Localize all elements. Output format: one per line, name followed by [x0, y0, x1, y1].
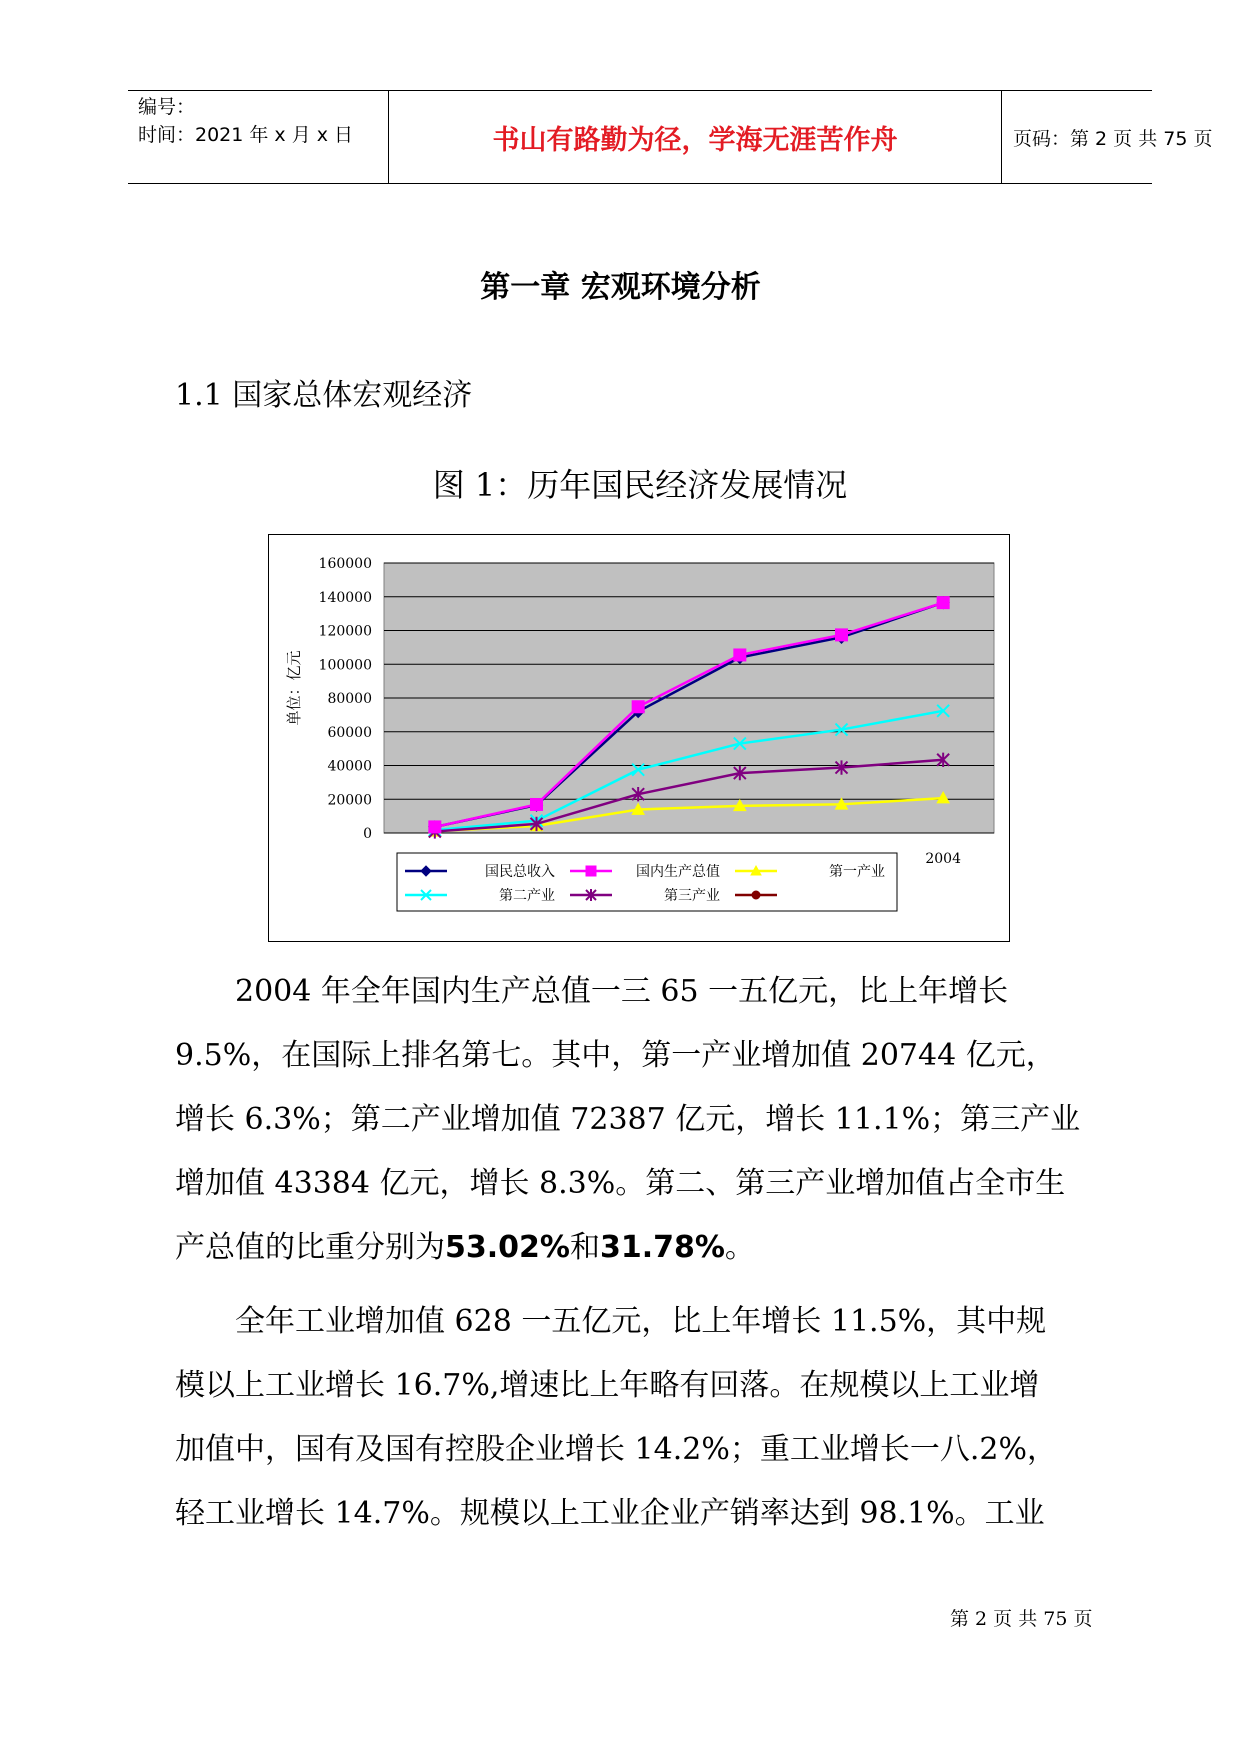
- y-tick-label: 80000: [327, 691, 372, 707]
- paragraph-line: 模以上工业增长 16.7%,增速比上年略有回落。在规模以上工业增: [175, 1368, 1040, 1403]
- paragraph-line: 轻工业增长 14.7%。规模以上工业企业产销率达到 98.1%。工业: [175, 1496, 1045, 1531]
- data-point: [429, 821, 441, 833]
- chapter-title: 第一章 宏观环境分析: [480, 270, 761, 305]
- y-axis-label: 单位：亿元: [285, 650, 303, 726]
- header-meta: [138, 91, 388, 183]
- paragraph-line: 全年工业增加值 628 一五亿元，比上年增长 11.5%，其中规: [175, 1304, 1047, 1339]
- legend-label: 国内生产总值: [636, 864, 720, 880]
- header-page-info: 页码：第 2 页 共 75 页: [1013, 127, 1213, 150]
- paragraph-line: 2004 年全年国内生产总值一三 65 一五亿元，比上年增长: [175, 974, 1009, 1009]
- paragraph-line: 9.5%，在国际上排名第七。其中，第一产业增加值 20744 亿元，: [175, 1038, 1056, 1073]
- page-footer: 第 2 页 共 75 页: [950, 1608, 1093, 1630]
- line-chart: [268, 534, 1010, 942]
- bold-percentage: 53.02%: [445, 1230, 570, 1265]
- line-prefix: 产总值的比重分别为: [175, 1230, 445, 1265]
- y-tick-label: 140000: [318, 589, 372, 606]
- legend-label: 第三产业: [664, 888, 720, 904]
- legend-marker: [586, 866, 596, 876]
- legend-label: 国民总收入: [485, 864, 555, 880]
- data-point: [531, 798, 543, 810]
- paragraph-line: [175, 1216, 1105, 1280]
- line-suffix: 。: [724, 1230, 755, 1265]
- paragraph-1: [175, 960, 1105, 1280]
- header-motto: 书山有路勤为径，学海无涯苦作舟: [492, 124, 898, 156]
- paragraph-2: [175, 1290, 1105, 1546]
- date-label: 时间：2021 年 x 月 x 日: [138, 124, 354, 146]
- chart-canvas: [269, 535, 1009, 941]
- data-point: [937, 597, 949, 609]
- paragraph-line: 增长 6.3%；第二产业增加值 72387 亿元，增长 11.1%；第三产业: [175, 1102, 1081, 1137]
- y-tick-label: 20000: [327, 792, 372, 809]
- data-point: [836, 629, 848, 641]
- paragraph-line: 增加值 43384 亿元，增长 8.3%。第二、第三产业增加值占全市生: [175, 1166, 1066, 1201]
- section-title: 1.1 国家总体宏观经济: [175, 378, 473, 413]
- bold-percentage: 31.78%: [599, 1230, 725, 1265]
- number-label: 编号：: [138, 96, 196, 118]
- y-tick-label: 0: [363, 826, 372, 842]
- figure-title: 图 1：历年国民经济发展情况: [432, 466, 848, 504]
- x-tick-label: 2004: [925, 851, 961, 867]
- legend-box: [397, 853, 897, 911]
- legend-label: 第二产业: [499, 888, 555, 904]
- y-tick-label: 60000: [327, 724, 372, 741]
- y-tick-label: 40000: [327, 758, 372, 775]
- legend-marker: [752, 891, 760, 899]
- paragraph-line: 加值中，国有及国有控股企业增长 14.2%；重工业增长一八.2%，: [175, 1432, 1057, 1467]
- page-header: [128, 90, 1213, 184]
- data-point: [734, 649, 746, 661]
- header-divider: [1001, 91, 1002, 183]
- y-tick-label: 120000: [318, 623, 372, 640]
- connector-text: 和: [569, 1230, 600, 1265]
- legend-label: 第一产业: [829, 864, 885, 880]
- y-tick-label: 100000: [318, 657, 372, 674]
- y-tick-label: 160000: [318, 556, 372, 572]
- data-point: [632, 701, 644, 713]
